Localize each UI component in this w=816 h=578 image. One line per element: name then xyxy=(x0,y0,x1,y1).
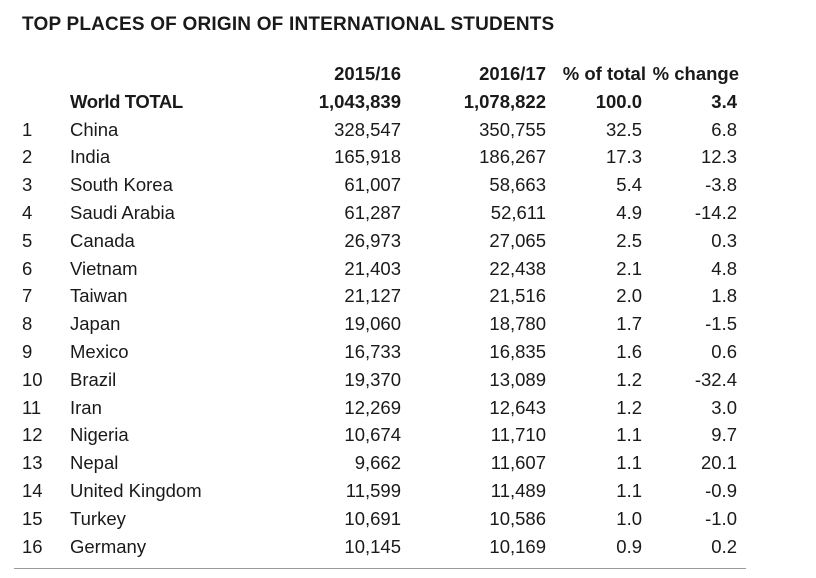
value-2015-16-cell: 10,691 xyxy=(344,507,401,529)
value-2016-17-cell: 22,438 xyxy=(489,257,546,279)
value-2016-17-cell: 52,611 xyxy=(490,201,546,223)
value-2016-17-cell: 10,169 xyxy=(489,535,546,557)
table-row xyxy=(0,477,816,505)
value-2016-17-cell: 186,267 xyxy=(479,146,546,168)
percent-total-cell: 1.2 xyxy=(616,396,642,418)
value-2015-16-cell: 328,547 xyxy=(334,118,401,140)
percent-change-cell: -3.8 xyxy=(705,174,737,196)
percent-change-cell: 3.0 xyxy=(711,396,737,418)
total-2016-17: 1,078,822 xyxy=(463,90,546,112)
country-cell: Iran xyxy=(70,396,102,418)
country-cell: Brazil xyxy=(70,368,117,390)
rank-cell: 2 xyxy=(22,146,33,168)
percent-total-cell: 32.5 xyxy=(605,118,642,140)
percent-total-cell: 2.0 xyxy=(616,285,642,307)
percent-total-cell: 2.1 xyxy=(616,257,642,279)
value-2015-16-cell: 61,287 xyxy=(344,201,401,223)
value-2015-16-cell: 19,060 xyxy=(344,313,401,335)
rank-cell: 8 xyxy=(22,313,33,335)
total-2015-16: 1,043,839 xyxy=(318,90,401,112)
value-2015-16-cell: 21,127 xyxy=(344,285,401,307)
value-2016-17-cell: 11,489 xyxy=(490,479,546,501)
value-2015-16-cell: 9,662 xyxy=(354,452,401,474)
percent-change-cell: -32.4 xyxy=(694,368,737,390)
rank-cell: 9 xyxy=(22,340,33,362)
table-row xyxy=(0,116,816,144)
rank-cell: 6 xyxy=(22,257,33,279)
percent-total-cell: 1.1 xyxy=(616,479,642,501)
value-2016-17-cell: 27,065 xyxy=(489,229,546,251)
country-cell: Japan xyxy=(70,313,121,335)
country-cell: Mexico xyxy=(70,340,129,362)
percent-total-cell: 1.1 xyxy=(616,452,642,474)
value-2016-17-cell: 16,835 xyxy=(489,340,546,362)
column-header-percent-change: % change xyxy=(652,63,739,84)
rank-cell: 16 xyxy=(22,535,43,557)
rank-cell: 12 xyxy=(22,424,43,446)
value-2015-16-cell: 16,733 xyxy=(344,340,401,362)
percent-total-cell: 0.9 xyxy=(616,535,642,557)
table-row xyxy=(0,227,816,255)
value-2015-16-cell: 19,370 xyxy=(344,368,401,390)
value-2016-17-cell: 12,643 xyxy=(489,396,546,418)
rank-cell: 14 xyxy=(22,479,43,501)
country-cell: United Kingdom xyxy=(70,479,202,501)
table-row xyxy=(0,199,816,227)
percent-change-cell: 4.8 xyxy=(711,257,737,279)
table-row xyxy=(0,449,816,477)
total-label: World TOTAL xyxy=(70,90,183,112)
percent-total-cell: 4.9 xyxy=(616,201,642,223)
percent-change-cell: -1.5 xyxy=(705,313,737,335)
table-row xyxy=(0,338,816,366)
value-2016-17-cell: 11,607 xyxy=(490,452,546,474)
value-2015-16-cell: 165,918 xyxy=(334,146,401,168)
percent-change-cell: 1.8 xyxy=(711,285,737,307)
value-2016-17-cell: 10,586 xyxy=(489,507,546,529)
column-header-2015-16: 2015/16 xyxy=(334,63,401,84)
percent-total-cell: 1.6 xyxy=(616,340,642,362)
world-total-row xyxy=(0,88,816,116)
value-2015-16-cell: 11,599 xyxy=(345,479,401,501)
value-2015-16-cell: 61,007 xyxy=(344,174,401,196)
table-row xyxy=(0,394,816,422)
rank-cell: 10 xyxy=(22,368,43,390)
total-percent-change: 3.4 xyxy=(711,90,737,112)
origin-table xyxy=(0,60,816,560)
country-cell: Taiwan xyxy=(70,285,128,307)
country-cell: China xyxy=(70,118,119,140)
percent-total-cell: 2.5 xyxy=(616,229,642,251)
percent-change-cell: -1.0 xyxy=(705,507,737,529)
rank-cell: 1 xyxy=(22,118,33,140)
country-cell: Vietnam xyxy=(70,257,138,279)
percent-total-cell: 1.7 xyxy=(616,313,642,335)
percent-change-cell: -14.2 xyxy=(694,201,737,223)
percent-change-cell: 0.6 xyxy=(711,340,737,362)
column-header-percent-total: % of total xyxy=(562,63,646,84)
value-2015-16-cell: 12,269 xyxy=(344,396,401,418)
rank-cell: 7 xyxy=(22,285,33,307)
table-row xyxy=(0,282,816,310)
country-cell: Nigeria xyxy=(70,424,129,446)
value-2015-16-cell: 10,674 xyxy=(344,424,401,446)
value-2016-17-cell: 58,663 xyxy=(489,174,546,196)
percent-total-cell: 17.3 xyxy=(605,146,642,168)
bottom-rule xyxy=(14,568,746,569)
percent-change-cell: 9.7 xyxy=(711,424,737,446)
percent-total-cell: 1.0 xyxy=(616,507,642,529)
table-row xyxy=(0,421,816,449)
value-2016-17-cell: 21,516 xyxy=(489,285,546,307)
value-2015-16-cell: 26,973 xyxy=(344,229,401,251)
country-cell: India xyxy=(70,146,111,168)
table-row xyxy=(0,533,816,561)
percent-change-cell: 0.2 xyxy=(711,535,737,557)
rank-cell: 4 xyxy=(22,201,33,223)
percent-change-cell: 6.8 xyxy=(711,118,737,140)
percent-total-cell: 1.1 xyxy=(616,424,642,446)
percent-change-cell: 0.3 xyxy=(711,229,737,251)
percent-total-cell: 5.4 xyxy=(616,174,642,196)
country-cell: Germany xyxy=(70,535,147,557)
rank-cell: 13 xyxy=(22,452,43,474)
table-row xyxy=(0,366,816,394)
table-row xyxy=(0,171,816,199)
percent-total-cell: 1.2 xyxy=(616,368,642,390)
value-2015-16-cell: 21,403 xyxy=(344,257,401,279)
value-2016-17-cell: 13,089 xyxy=(489,368,546,390)
country-cell: South Korea xyxy=(70,174,173,196)
value-2016-17-cell: 18,780 xyxy=(489,313,546,335)
value-2016-17-cell: 11,710 xyxy=(490,424,546,446)
rank-cell: 15 xyxy=(22,507,43,529)
table-title: TOP PLACES OF ORIGIN OF INTERNATIONAL STUDENTS xyxy=(22,14,555,35)
country-cell: Saudi Arabia xyxy=(70,201,175,223)
table-header-row xyxy=(0,60,816,88)
column-header-2016-17: 2016/17 xyxy=(479,63,546,84)
percent-change-cell: -0.9 xyxy=(705,479,737,501)
country-cell: Turkey xyxy=(70,507,126,529)
country-cell: Nepal xyxy=(70,452,119,474)
table-row xyxy=(0,143,816,171)
table-row xyxy=(0,505,816,533)
table-row xyxy=(0,310,816,338)
country-cell: Canada xyxy=(70,229,135,251)
value-2016-17-cell: 350,755 xyxy=(479,118,546,140)
rank-cell: 3 xyxy=(22,174,33,196)
percent-change-cell: 20.1 xyxy=(700,452,737,474)
percent-change-cell: 12.3 xyxy=(700,146,737,168)
table-row xyxy=(0,255,816,283)
total-percent-total: 100.0 xyxy=(595,90,642,112)
table-body xyxy=(0,116,816,561)
rank-cell: 5 xyxy=(22,229,33,251)
rank-cell: 11 xyxy=(22,396,42,418)
value-2015-16-cell: 10,145 xyxy=(344,535,401,557)
